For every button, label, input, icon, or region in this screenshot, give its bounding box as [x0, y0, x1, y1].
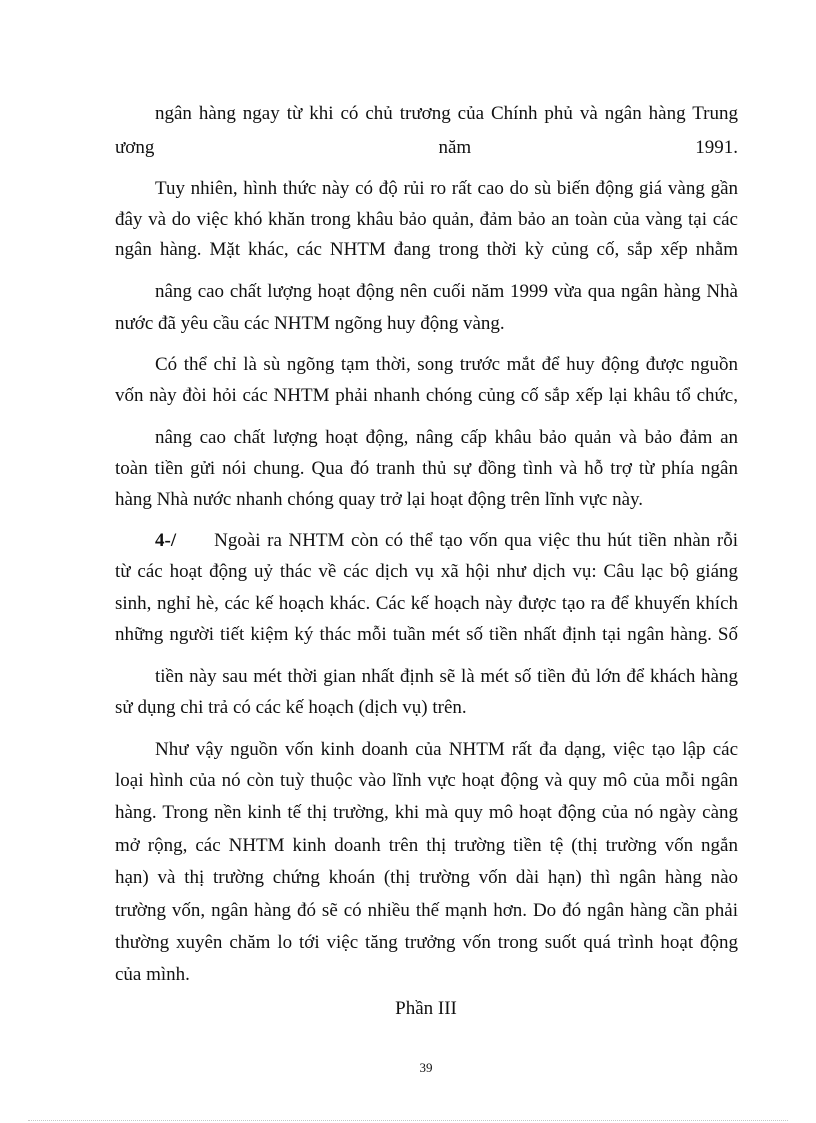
text-line: Như vậy nguồn vốn kinh doanh của NHTM rất đa dạng, việc tạo lập các	[155, 739, 738, 760]
item-number: 4-/	[155, 530, 177, 551]
text-fragment: ương	[115, 137, 155, 158]
text-fragment: năm	[438, 137, 472, 158]
text-line: của mình.	[115, 964, 190, 985]
text-fragment: Ngoài ra NHTM còn có thể tạo vốn qua việc thu hút tiền nhàn rỗi	[214, 530, 738, 551]
text-line: những người tiết kiệm ký thác mỗi tuần mét số tiền nhất định tại ngân hàng. Số	[115, 624, 738, 645]
text-line: loại hình của nó còn tuỳ thuộc vào lĩnh vực hoạt động và quy mô của mỗi ngân	[115, 770, 738, 791]
text-line: trường vốn, ngân hàng đó sẽ có nhiều thế mạnh hơn. Do đó ngân hàng cần phải	[115, 900, 738, 921]
page-boundary-divider	[28, 1120, 788, 1121]
section-heading: Phần III	[395, 998, 457, 1019]
text-line: hàng. Trong nền kinh tế thị trường, khi mà quy mô hoạt động của nó ngày càng	[115, 802, 738, 823]
text-line: Tuy nhiên, hình thức này có độ rủi ro rất cao do sù biến động giá vàng gần	[155, 178, 738, 199]
text-line: sinh, nghỉ hè, các kế hoạch khác. Các kế hoạch này được tạo ra để khuyến khích	[115, 593, 738, 614]
page-number: 39	[419, 1060, 433, 1075]
text-fragment: 1991.	[695, 137, 738, 158]
text-line: nâng cao chất lượng hoạt động nên cuối năm 1999 vừa qua ngân hàng Nhà	[155, 281, 738, 302]
text-line: từ các hoạt động uỷ thác về các dịch vụ xã hội như dịch vụ: Câu lạc bộ giáng	[115, 561, 738, 582]
text-line: sử dụng chi trả có các kế hoạch (dịch vụ) trên.	[115, 697, 467, 718]
text-line: mở rộng, các NHTM kinh doanh trên thị trường tiền tệ (thị trường vốn ngắn	[115, 835, 738, 856]
text-line: hạn) và thị trường chứng khoán (thị trường vốn dài hạn) thì ngân hàng nào	[115, 867, 738, 888]
text-line: đây và do việc khó khăn trong khâu bảo quản, đảm bảo an toàn của vàng tại các	[115, 209, 738, 230]
text-line: nước đã yêu cầu các NHTM ngõng huy động vàng.	[115, 313, 505, 334]
text-line	[155, 529, 738, 553]
text-line: Có thể chỉ là sù ngõng tạm thời, song trước mắt để huy động được nguồn	[155, 354, 738, 375]
text-line: thường xuyên chăm lo tới việc tăng trưởng vốn trong suốt quá trình hoạt động	[115, 932, 738, 953]
text-line: toàn tiền gửi nói chung. Qua đó tranh thủ sự đồng tình và hỗ trợ từ phía ngân	[115, 458, 738, 479]
text-line: vốn này đòi hỏi các NHTM phải nhanh chóng củng cố sắp xếp lại khâu tổ chức,	[115, 385, 738, 406]
text-line: nâng cao chất lượng hoạt động, nâng cấp khâu bảo quản và bảo đảm an	[155, 427, 738, 448]
text-line	[115, 136, 738, 160]
text-line: hàng Nhà nước nhanh chóng quay trở lại hoạt động trên lĩnh vực này.	[115, 489, 644, 510]
text-line: ngân hàng. Mặt khác, các NHTM đang trong thời kỳ củng cố, sắp xếp nhằm	[115, 239, 738, 260]
text-line: ngân hàng ngay từ khi có chủ trương của Chính phủ và ngân hàng Trung	[155, 103, 738, 124]
text-line: tiền này sau mét thời gian nhất định sẽ là mét số tiền đủ lớn để khách hàng	[155, 666, 738, 687]
